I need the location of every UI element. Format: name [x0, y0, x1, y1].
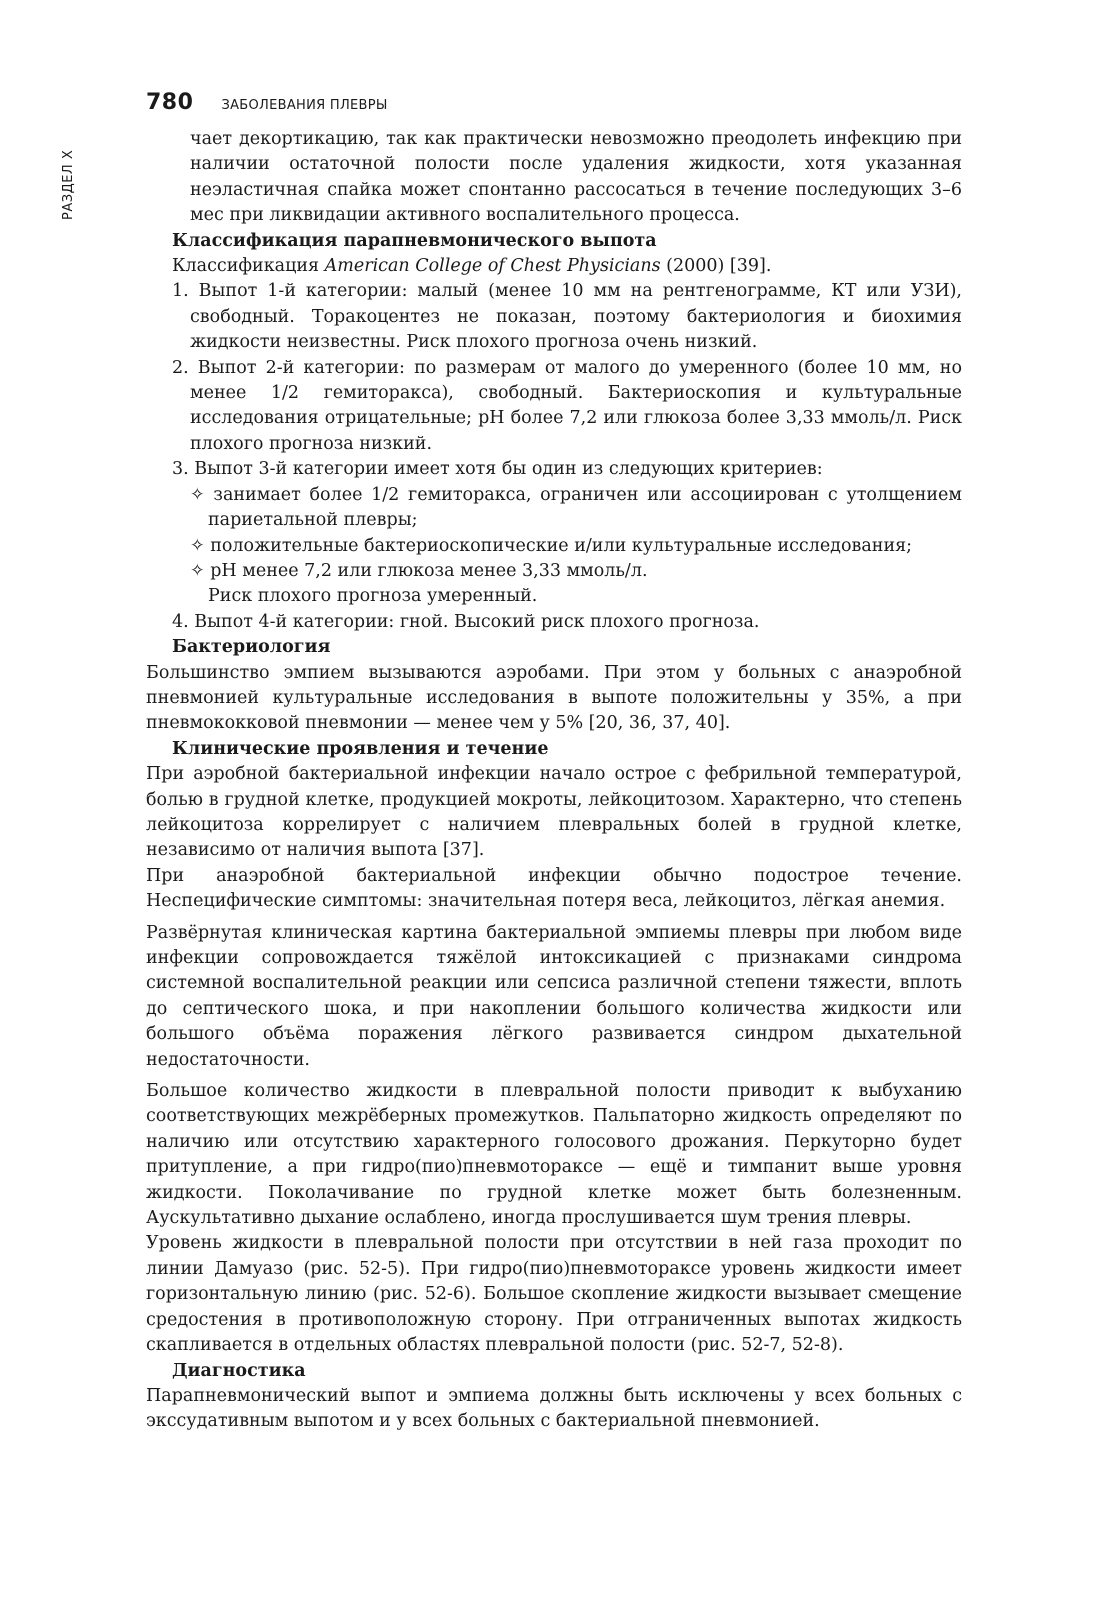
- bacteriology-paragraph: Большинство эмпием вызываются аэробами. При этом у больных с анаэробной пневмонией культуральные исследования в выпоте положительны у 35%, а при пневмококковой пневмонии — менее чем у 5% [20, 36, 37, 40].: [146, 662, 962, 734]
- diagnostics-paragraph: Парапневмонический выпот и эмпиема должны быть исключены у всех больных с экссудативным выпотом и у всех больных с бактериальной пневмонией.: [146, 1385, 962, 1432]
- classification-source: [146, 254, 962, 279]
- page-body: [146, 127, 962, 1435]
- bacteriology-heading: Бактериология: [172, 637, 331, 658]
- category-3-item: 3. Выпот 3-й категории имеет хотя бы один из следующих критериев:: [172, 459, 823, 480]
- category-4-item: 4. Выпот 4-й категории: гной. Высокий риск плохого прогноза.: [172, 611, 760, 632]
- category-2-item: 2. Выпот 2-й категории: по размерам от малого до умеренного (более 10 мм, но менее 1/2 гемиторакса), свободный. Бактериоскопия и культуральные исследования отрицательные; рН более 7,2 или глюкоза более 3,33 ммоль/л. Риск плохого прогноза низкий.: [172, 357, 962, 454]
- category-3-risk: Риск плохого прогноза умеренный.: [208, 586, 538, 607]
- category-1-item: 1. Выпот 1-й категории: малый (менее 10 мм на рентгенограмме, КТ или УЗИ), свободный. Торакоцентез не показан, поэтому бактериология и биохимия жидкости неизвестны. Риск плохого прогноза очень низкий.: [172, 281, 962, 353]
- category-3-bullet: ✧ положительные бактериоскопические и/или культуральные исследования;: [190, 535, 913, 556]
- source-prefix: Классификация: [172, 256, 325, 277]
- clinical-paragraph: При аэробной бактериальной инфекции начало острое с фебрильной температурой, болью в грудной клетке, продукцией мокроты, лейкоцитозом. Характерно, что степень лейкоцитоза коррелирует с наличием плевральных болей в грудной клетке, независимо от наличия выпота [37].: [146, 764, 962, 861]
- clinical-paragraph: Развёрнутая клиническая картина бактериальной эмпиемы плевры при любом виде инфекции сопровождается тяжёлой интоксикацией с признаками синдрома системной воспалительной реакции или сепсиса различной степени тяжести, вплоть до септического шока, и при накоплении большого количества жидкости или большого объёма поражения лёгкого развивается синдром дыхательной недостаточности.: [146, 922, 962, 1070]
- source-suffix: (2000) [39].: [660, 256, 772, 277]
- clinical-paragraph: Уровень жидкости в плевральной полости при отсутствии в ней газа проходит по линии Дамуазо (рис. 52-5). При гидро(пио)пневмотораксе уровень жидкости имеет горизонтальную линию (рис. 52-6). Большое скопление жидкости вызывает смещение средостения в противоположную сторону. При отграниченных выпотах жидкость скапливается в отдельных областях плевральной полости (рис. 52-7, 52-8).: [146, 1233, 962, 1356]
- intro-continuation: чает декортикацию, так как практически невозможно преодолеть инфекцию при наличии остаточной полости после удаления жидкости, хотя указанная неэластичная спайка может спонтанно рассосаться в течение последующих 3–6 мес при ликвидации активного воспалительного процесса.: [190, 129, 962, 226]
- page-number: 780: [146, 90, 194, 115]
- clinical-paragraph: При анаэробной бактериальной инфекции обычно подострое течение. Неспецифические симптомы: значительная потеря веса, лейкоцитоз, лёгкая анемия.: [146, 865, 962, 912]
- category-3-bullet: ✧ занимает более 1/2 гемиторакса, ограничен или ассоциирован с утолщением париетальной плевры;: [190, 484, 962, 531]
- running-title: ЗАБОЛЕВАНИЯ ПЛЕВРЫ: [221, 98, 388, 113]
- clinical-heading: Клинические проявления и течение: [172, 738, 549, 759]
- classification-heading: Классификация парапневмонического выпота: [172, 230, 657, 251]
- category-3-bullet: ✧ рН менее 7,2 или глюкоза менее 3,33 ммоль/л.: [190, 560, 648, 581]
- clinical-paragraph: Большое количество жидкости в плевральной полости приводит к выбуханию соответствующих межрёберных промежутков. Пальпаторно жидкость определяют по наличию или отсутствию характерного голосового дрожания. Перкуторно будет притупление, а при гидро(пио)пневмотораксе — ещё и тимпанит выше уровня жидкости. Поколачивание по грудной клетке может быть болезненным. Аускультативно дыхание ослаблено, иногда прослушивается шум трения плевры.: [146, 1081, 962, 1229]
- section-side-label: РАЗДЕЛ X: [61, 149, 76, 220]
- running-header: [146, 90, 388, 115]
- source-org: American College of Chest Physicians: [324, 256, 661, 277]
- diagnostics-heading: Диагностика: [172, 1360, 306, 1381]
